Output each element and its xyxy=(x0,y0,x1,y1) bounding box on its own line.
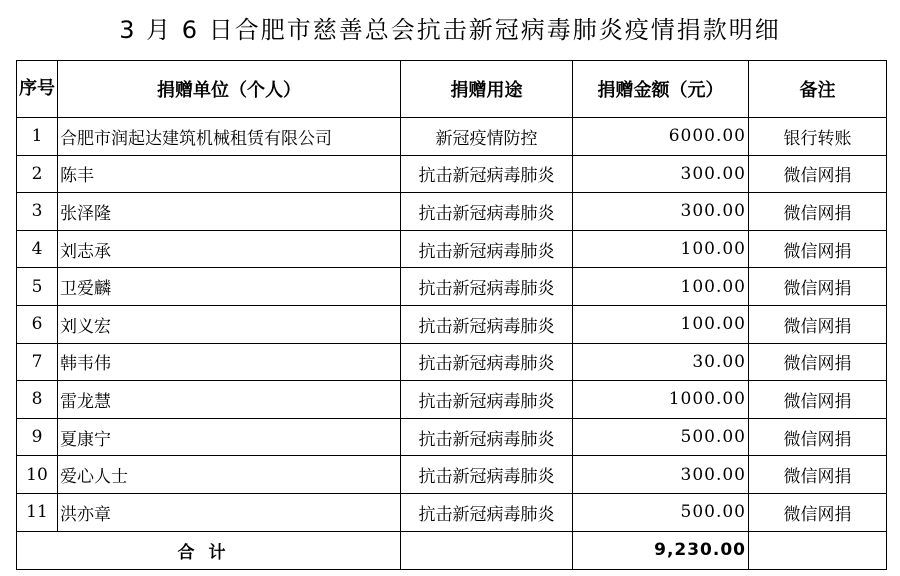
cell-note: 微信网捐 xyxy=(749,343,887,381)
cell-purpose: 抗击新冠病毒肺炎 xyxy=(401,493,573,531)
cell-seq: 6 xyxy=(17,305,58,343)
table-row xyxy=(17,493,887,531)
cell-donor: 雷龙慧 xyxy=(58,381,401,419)
cell-purpose: 抗击新冠病毒肺炎 xyxy=(401,343,573,381)
cell-note: 微信网捐 xyxy=(749,381,887,419)
header-donor: 捐赠单位（个人） xyxy=(58,61,401,118)
cell-donor: 张泽隆 xyxy=(58,193,401,231)
cell-seq: 1 xyxy=(17,118,58,156)
cell-donor: 夏康宁 xyxy=(58,418,401,456)
page-title: 3 月 6 日合肥市慈善总会抗击新冠病毒肺炎疫情捐款明细 xyxy=(119,16,781,44)
cell-seq: 4 xyxy=(17,230,58,268)
table-row xyxy=(17,418,887,456)
cell-purpose: 抗击新冠病毒肺炎 xyxy=(401,230,573,268)
table-row xyxy=(17,155,887,193)
donation-table xyxy=(16,60,887,570)
table-body xyxy=(17,118,887,532)
cell-amount: 100.00 xyxy=(573,305,749,343)
cell-note: 银行转账 xyxy=(749,118,887,156)
cell-amount: 6000.00 xyxy=(573,118,749,156)
cell-note: 微信网捐 xyxy=(749,305,887,343)
cell-seq: 10 xyxy=(17,456,58,494)
cell-donor: 合肥市润起达建筑机械租赁有限公司 xyxy=(58,118,401,156)
total-purpose-cell xyxy=(401,531,573,569)
table-row xyxy=(17,193,887,231)
cell-note: 微信网捐 xyxy=(749,230,887,268)
cell-seq: 3 xyxy=(17,193,58,231)
table-row xyxy=(17,118,887,156)
cell-seq: 8 xyxy=(17,381,58,419)
cell-purpose: 抗击新冠病毒肺炎 xyxy=(401,418,573,456)
cell-purpose: 抗击新冠病毒肺炎 xyxy=(401,381,573,419)
cell-purpose: 抗击新冠病毒肺炎 xyxy=(401,155,573,193)
cell-donor: 刘义宏 xyxy=(58,305,401,343)
total-amount: 9,230.00 xyxy=(573,531,749,569)
table-row xyxy=(17,230,887,268)
cell-seq: 2 xyxy=(17,155,58,193)
table-row xyxy=(17,305,887,343)
cell-seq: 5 xyxy=(17,268,58,306)
cell-note: 微信网捐 xyxy=(749,193,887,231)
total-row xyxy=(17,531,887,569)
cell-note: 微信网捐 xyxy=(749,268,887,306)
table-row xyxy=(17,268,887,306)
cell-amount: 300.00 xyxy=(573,456,749,494)
cell-amount: 1000.00 xyxy=(573,381,749,419)
cell-note: 微信网捐 xyxy=(749,493,887,531)
total-label: 合计 xyxy=(17,531,401,569)
cell-purpose: 抗击新冠病毒肺炎 xyxy=(401,305,573,343)
cell-purpose: 抗击新冠病毒肺炎 xyxy=(401,193,573,231)
cell-donor: 爱心人士 xyxy=(58,456,401,494)
table-row xyxy=(17,381,887,419)
cell-donor: 洪亦章 xyxy=(58,493,401,531)
cell-donor: 韩韦伟 xyxy=(58,343,401,381)
header-purpose: 捐赠用途 xyxy=(401,61,573,118)
cell-amount: 100.00 xyxy=(573,268,749,306)
cell-amount: 100.00 xyxy=(573,230,749,268)
cell-seq: 7 xyxy=(17,343,58,381)
cell-amount: 300.00 xyxy=(573,193,749,231)
cell-amount: 500.00 xyxy=(573,493,749,531)
header-amount: 捐赠金额（元） xyxy=(573,61,749,118)
cell-donor: 陈丰 xyxy=(58,155,401,193)
cell-amount: 30.00 xyxy=(573,343,749,381)
cell-seq: 9 xyxy=(17,418,58,456)
header-note: 备注 xyxy=(749,61,887,118)
cell-purpose: 抗击新冠病毒肺炎 xyxy=(401,456,573,494)
cell-note: 微信网捐 xyxy=(749,155,887,193)
header-seq: 序号 xyxy=(17,61,58,118)
cell-donor: 刘志承 xyxy=(58,230,401,268)
cell-purpose: 新冠疫情防控 xyxy=(401,118,573,156)
cell-donor: 卫爱麟 xyxy=(58,268,401,306)
cell-note: 微信网捐 xyxy=(749,456,887,494)
cell-note: 微信网捐 xyxy=(749,418,887,456)
total-note-cell xyxy=(749,531,887,569)
table-header-row xyxy=(17,61,887,118)
table-row xyxy=(17,343,887,381)
cell-amount: 500.00 xyxy=(573,418,749,456)
cell-seq: 11 xyxy=(17,493,58,531)
cell-amount: 300.00 xyxy=(573,155,749,193)
cell-purpose: 抗击新冠病毒肺炎 xyxy=(401,268,573,306)
table-row xyxy=(17,456,887,494)
